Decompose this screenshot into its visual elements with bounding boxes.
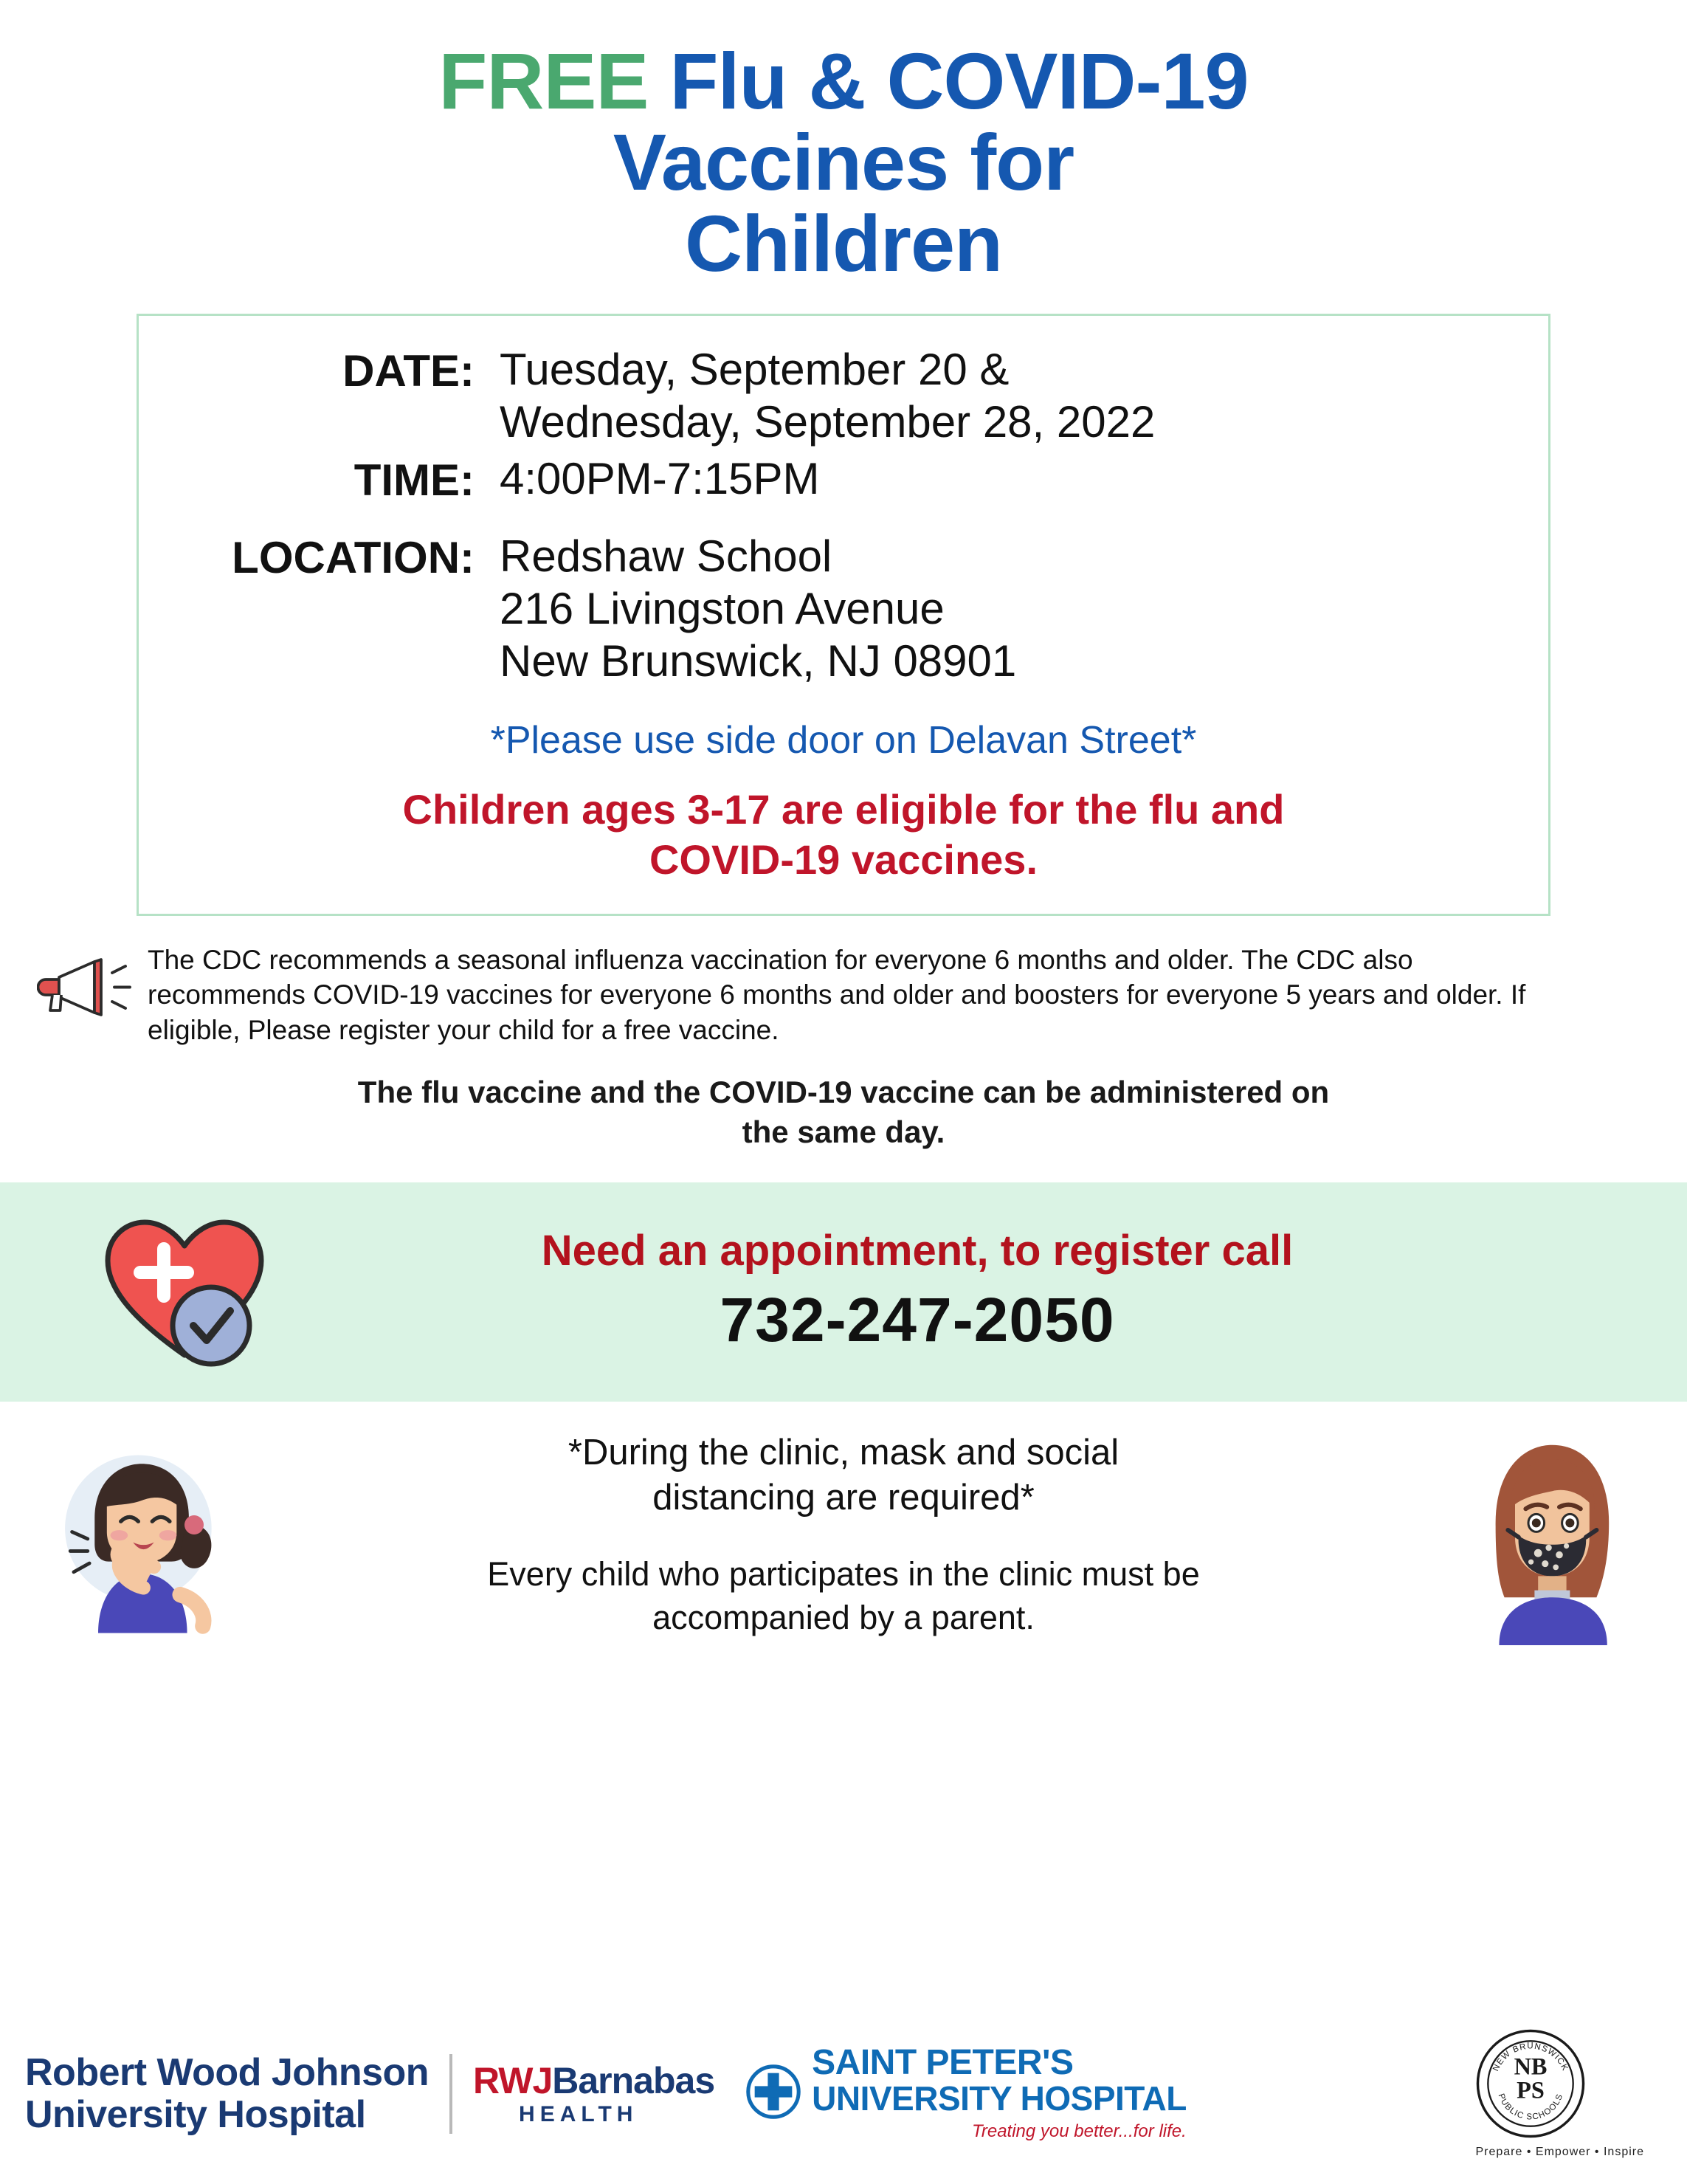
appointment-call-band	[0, 1182, 1687, 1402]
rwjb-health-text: HEALTH	[519, 2101, 638, 2126]
mask-required-line-1: *During the clinic, mask and social	[567, 1432, 1120, 1472]
saint-peters-university-hospital-logo	[745, 2045, 1187, 2141]
rwjbarnabas-health-logo	[473, 2059, 715, 2126]
same-day-note	[177, 1072, 1510, 1152]
mask-requirement-section	[0, 1424, 1687, 1645]
date-row	[168, 344, 1519, 449]
svg-text:NEW BRUNSWICK: NEW BRUNSWICK	[1491, 2042, 1570, 2073]
title-line-1	[44, 36, 1643, 125]
location-label: LOCATION:	[232, 533, 475, 583]
title-flu-covid: Flu & COVID-19	[669, 36, 1249, 125]
megaphone-icon	[37, 943, 148, 1030]
cdc-recommendation-block	[37, 943, 1576, 1047]
coughing-child-illustration	[30, 1434, 244, 1635]
side-door-note: *Please use side door on Delavan Street*	[490, 719, 1197, 762]
event-details-box	[137, 314, 1550, 915]
appointment-headline: Need an appointment, to register call	[541, 1226, 1294, 1275]
spuh-tagline: Treating you better...for life.	[971, 2121, 1187, 2141]
svg-text:NB: NB	[1514, 2053, 1548, 2080]
location-value	[475, 531, 1016, 687]
time-value: 4:00PM-7:15PM	[500, 454, 820, 504]
eligibility-line-2: COVID-19 vaccines.	[649, 836, 1038, 883]
eligibility-line-1: Children ages 3-17 are eligible for the flu and	[402, 786, 1285, 833]
appointment-phone-number[interactable]: 732-247-2050	[720, 1284, 1115, 1354]
date-value	[475, 344, 1155, 449]
location-line-3: New Brunswick, NJ 08901	[500, 635, 1017, 686]
rwjb-barnabas-text: Barnabas	[552, 2059, 715, 2101]
cdc-text: The CDC recommends a seasonal influenza vaccination for everyone 6 months and older. The CDC also recommends COVID-19 vaccines for everyone 6 months and older and boosters for everyone 5 years and older. If eligible, Please register your child for a free vaccine.	[148, 944, 1526, 1045]
spuh-line-2: UNIVERSITY HOSPITAL	[812, 2079, 1187, 2118]
svg-text:PS: PS	[1517, 2076, 1545, 2104]
location-row	[168, 531, 1519, 687]
mask-text-block	[244, 1430, 1443, 1640]
title-line-2: Vaccines for	[613, 117, 1074, 207]
footer-logos	[0, 2028, 1687, 2159]
eligibility-note	[168, 785, 1519, 883]
nbps-motto: Prepare • Empower • Inspire	[1475, 2146, 1644, 2158]
rwj-university-hospital-logo	[25, 2052, 429, 2135]
new-brunswick-public-schools-seal	[1475, 2028, 1644, 2159]
rwj-uh-line-2: University Hospital	[25, 2092, 366, 2136]
time-row	[168, 453, 1519, 506]
parent-required-line-1: Every child who participates in the clinic must be	[487, 1555, 1200, 1594]
rwjb-wordmark	[473, 2059, 715, 2101]
title-free-word: FREE	[438, 36, 649, 125]
title-line-3: Children	[684, 199, 1002, 289]
heart-check-icon	[96, 1208, 273, 1374]
location-line-2: 216 Livingston Avenue	[500, 583, 945, 633]
rwjb-rwj-text: RWJ	[473, 2059, 553, 2101]
page-title	[0, 0, 1687, 289]
time-label: TIME:	[353, 455, 475, 506]
appointment-call-text	[280, 1226, 1687, 1356]
footer-divider	[449, 2054, 452, 2134]
rwj-uh-line-1: Robert Wood Johnson	[25, 2051, 429, 2095]
date-value-line-2: Wednesday, September 28, 2022	[500, 397, 1156, 447]
spuh-wordmark	[812, 2045, 1187, 2141]
mask-required-line-2: distancing are required*	[652, 1477, 1035, 1518]
cross-icon	[745, 2064, 801, 2123]
same-day-line-2: the same day.	[742, 1114, 945, 1149]
spuh-line-1: SAINT PETER'S	[812, 2043, 1074, 2083]
same-day-line-1: The flu vaccine and the COVID-19 vaccine can be administered on	[357, 1074, 1330, 1109]
masked-woman-illustration	[1443, 1424, 1657, 1645]
date-value-line-1: Tuesday, September 20 &	[500, 345, 1010, 395]
location-line-1: Redshaw School	[500, 531, 832, 582]
svg-text:PUBLIC SCHOOLS: PUBLIC SCHOOLS	[1497, 2092, 1565, 2122]
date-label: DATE:	[342, 346, 475, 396]
parent-required-line-2: accompanied by a parent.	[652, 1598, 1035, 1636]
